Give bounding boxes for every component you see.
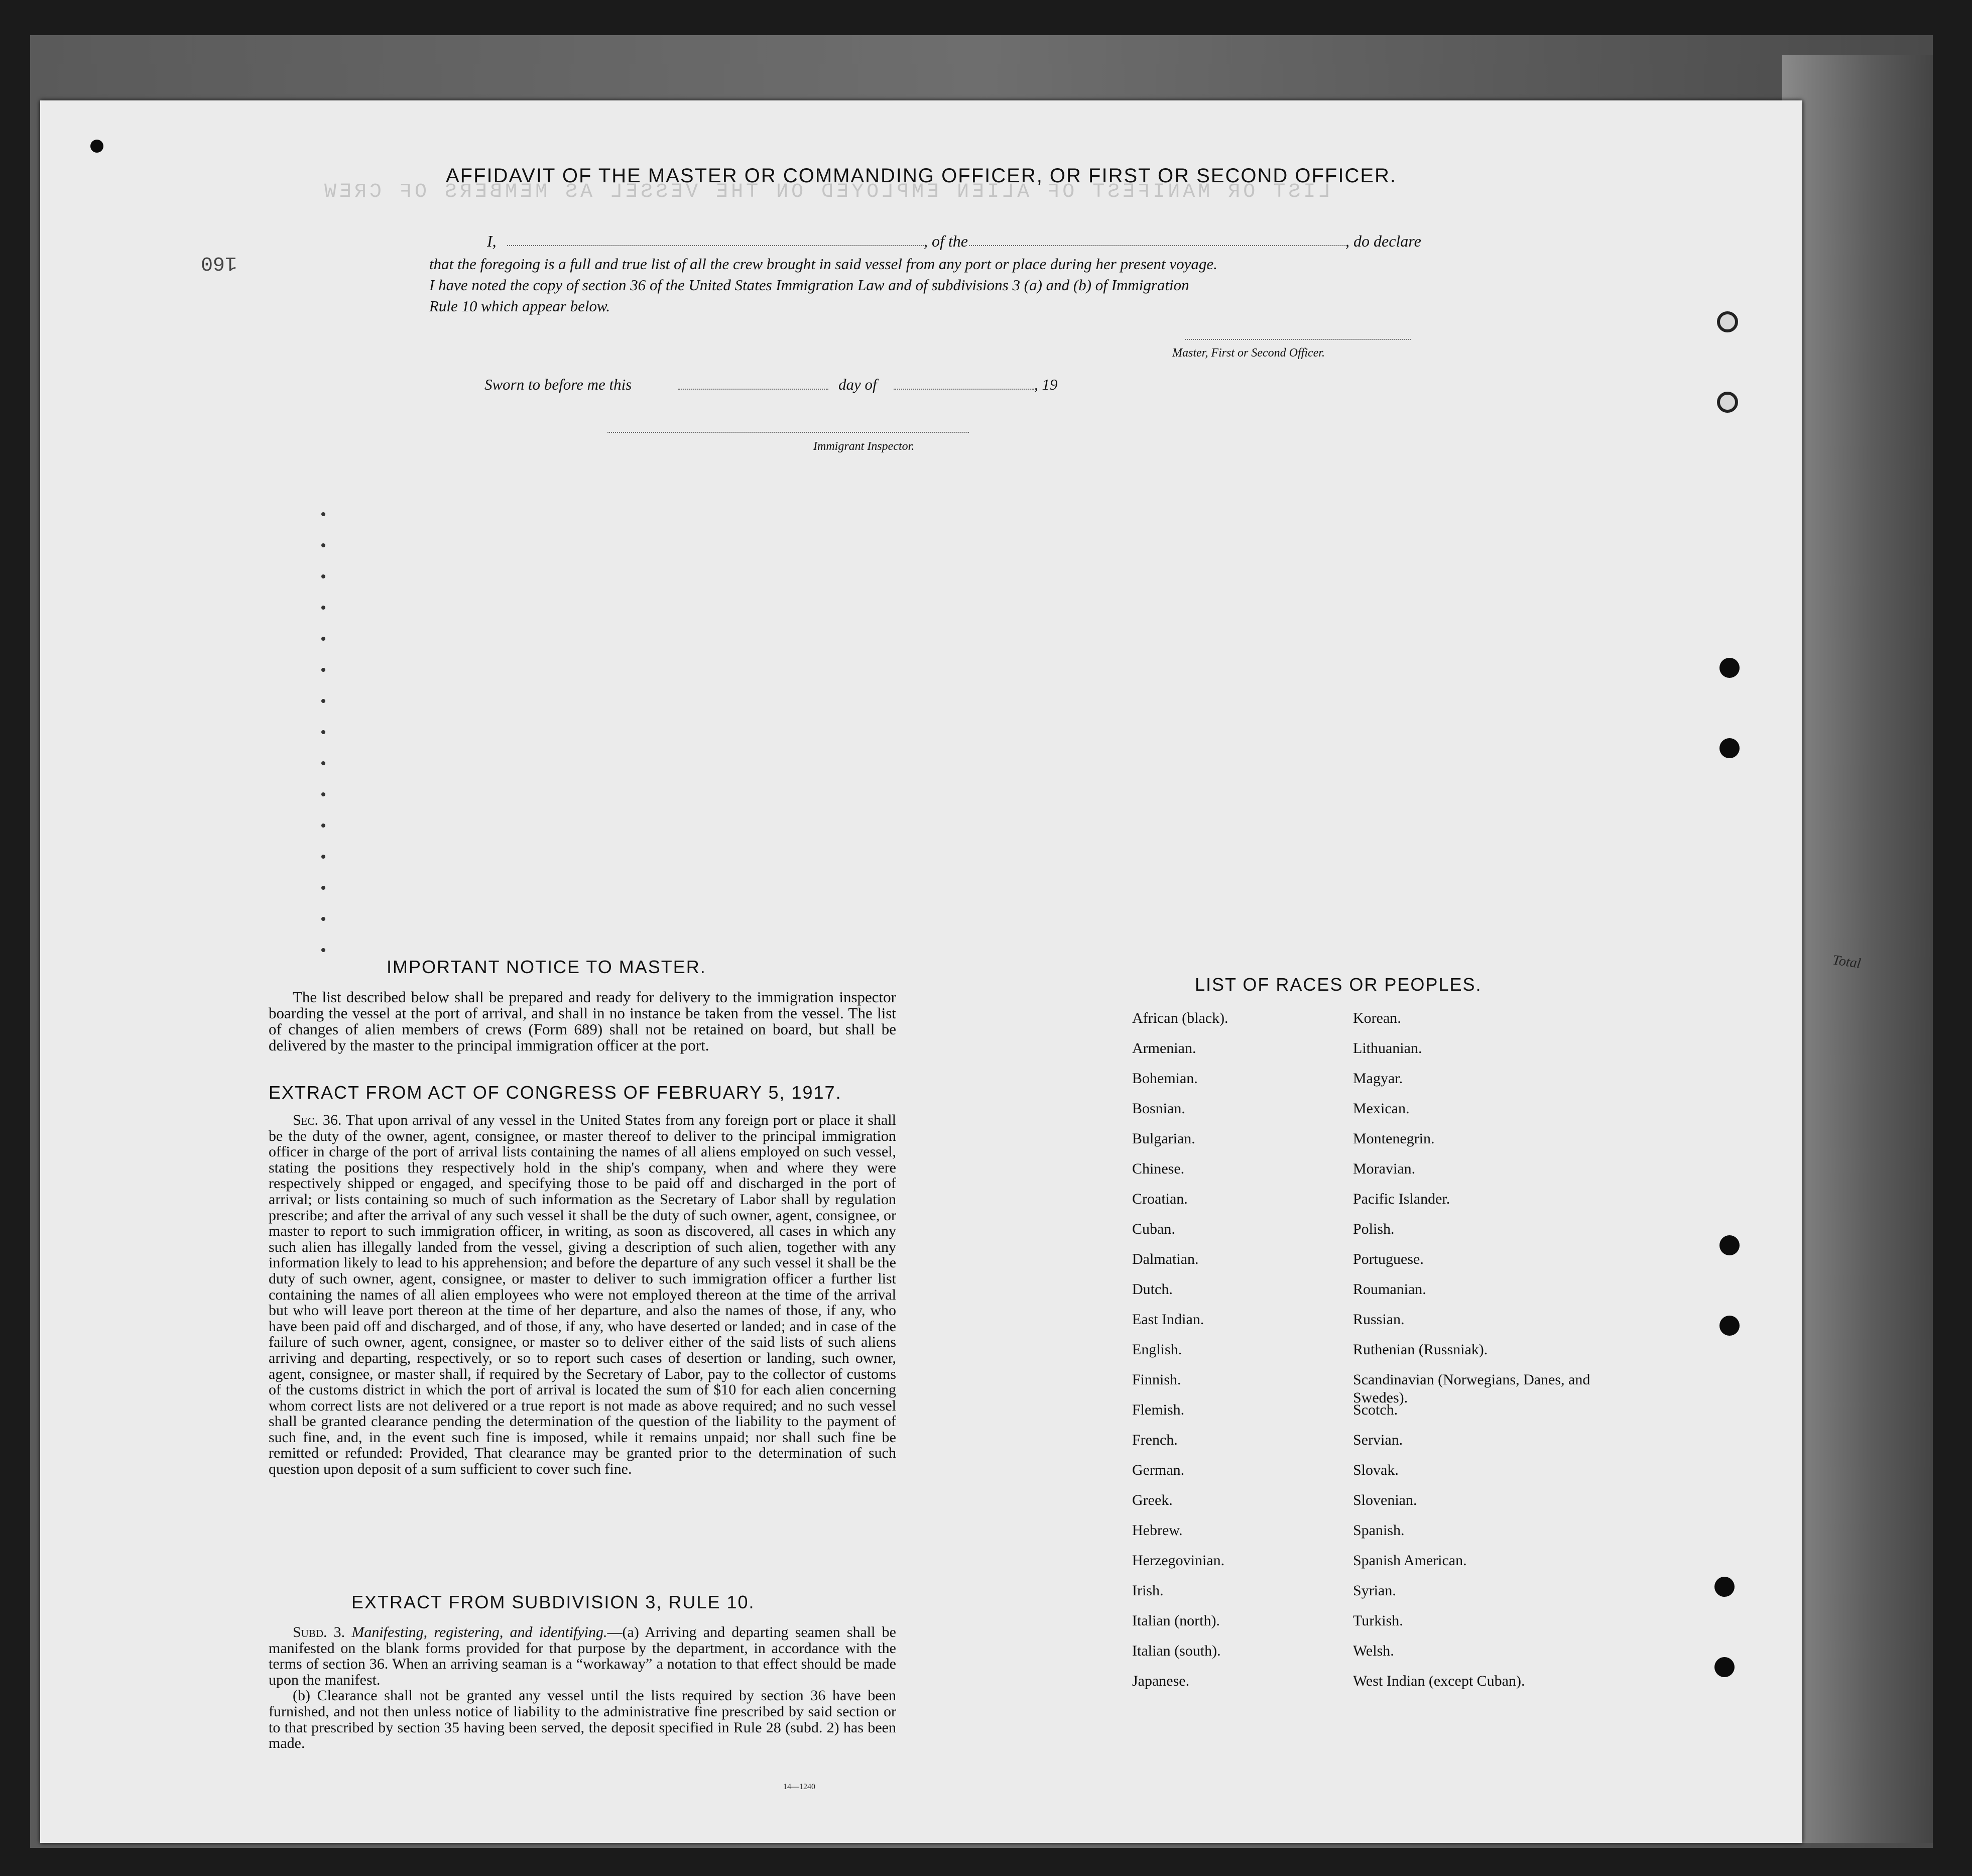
- left-race-item: French.: [1132, 1432, 1178, 1448]
- punch-hole: [1719, 1235, 1740, 1255]
- row-dot: [321, 730, 325, 734]
- right-race-item: Pacific Islander.: [1353, 1191, 1450, 1207]
- row-dot: [321, 699, 325, 703]
- right-race-item: Slovak.: [1353, 1462, 1399, 1478]
- extract-act-body: [269, 1112, 896, 1477]
- right-race-item: Polish.: [1353, 1221, 1395, 1237]
- right-race-item: Magyar.: [1353, 1070, 1403, 1087]
- sworn-month-blank[interactable]: [894, 389, 1034, 390]
- extract-act-title: EXTRACT FROM ACT OF CONGRESS OF FEBRUARY 5, 1917.: [269, 1082, 842, 1103]
- bleed-through-rows: [321, 512, 1727, 989]
- left-race-item: Bohemian.: [1132, 1070, 1198, 1087]
- row-dot: [321, 574, 325, 578]
- right-race-item: Slovenian.: [1353, 1492, 1417, 1508]
- affidavit-line-4: Rule 10 which appear below.: [429, 297, 610, 315]
- sworn-day-blank[interactable]: [678, 389, 828, 390]
- left-race-item: Armenian.: [1132, 1040, 1196, 1057]
- left-race-item: Croatian.: [1132, 1191, 1188, 1207]
- stamp-number: 160: [201, 251, 237, 274]
- right-race-item: Spanish American.: [1353, 1552, 1467, 1569]
- races-left-column: [1132, 1009, 1343, 1702]
- left-race-item: Bosnian.: [1132, 1100, 1185, 1117]
- extract-act-text: That upon arrival of any vessel in the United States from any foreign port or place it shall be the duty of the owner, agent, consignee, or master thereof to deliver to the principal immigration officer in charge of the port of arrival lists containing the names of all aliens employed on such vessel, stating the positions they respectively hold in the ship's company, when and where they were respectively shipped or engaged, and specifying those to be paid off and discharged in the port of arrival; or lists containing so much of such information as the Secretary of Labor shall by regulation prescribe; and after the arrival of any such vessel it shall be the duty of such owner, agent, consignee, or master to report to such immigration officer, in writing, as soon as discovered, all cases in which any such alien has illegally landed from the vessel, giving a description of such alien, together with any information likely to lead to his apprehension; and before the departure of any such vessel it shall be the duty of such owner, agent, consignee, or master to deliver to such immigration officer a further list containing the names of all alien employees who were not employed thereon at the time of the arrival but who will leave port thereon at the time of her departure, and also the names of those, if any, who have been paid off and discharged, and of those, if any, who have deserted or landed; and in case of the failure of such owner, agent, consignee, or master so to deliver either of the said lists of such aliens arriving and departing, respectively, or so to report such cases of desertion or landing, such owner, agent, consignee, or master shall, if required by the Secretary of Labor, pay to the collector of customs of the customs district in which the port of arrival is located the sum of $10 for each alien concerning whom correct lists are not delivered or a true report is not made as above required; and no such vessel shall be granted clearance pending the determination of the question of the liability to the payment of such fine, and, in the event such fine is imposed, while it remains unpaid; nor shall such fine be remitted or refunded: Provided, That clearance may be granted prior to the determination of such question upon deposit of a sum sufficient to cover such fine.: [269, 1112, 896, 1478]
- right-race-item: Moravian.: [1353, 1160, 1416, 1177]
- vessel-blank[interactable]: [969, 245, 1345, 246]
- left-race-item: Greek.: [1132, 1492, 1173, 1508]
- row-dot: [321, 668, 325, 672]
- row-dot: [321, 824, 325, 828]
- row-dot: [321, 792, 325, 796]
- left-race-item: Hebrew.: [1132, 1522, 1183, 1539]
- row-dot: [321, 948, 325, 952]
- left-race-item: English.: [1132, 1341, 1182, 1358]
- affidavit-do-declare: , do declare: [1345, 232, 1421, 250]
- left-race-item: Cuban.: [1132, 1221, 1175, 1237]
- left-race-item: Dutch.: [1132, 1281, 1173, 1298]
- right-race-item: Ruthenian (Russniak).: [1353, 1341, 1488, 1358]
- row-dot: [321, 917, 325, 921]
- right-race-item: Montenegrin.: [1353, 1130, 1435, 1147]
- punch-hole: [1714, 1577, 1735, 1597]
- punch-hole: [1719, 1316, 1740, 1336]
- races-right-column: [1353, 1009, 1604, 1702]
- punch-hole: [90, 140, 103, 153]
- left-race-item: Japanese.: [1132, 1673, 1190, 1689]
- right-race-item: West Indian (except Cuban).: [1353, 1673, 1525, 1689]
- left-race-item: Herzegovinian.: [1132, 1552, 1225, 1569]
- left-race-item: Italian (north).: [1132, 1612, 1220, 1629]
- subd-label: Subd. 3.: [293, 1624, 345, 1640]
- right-race-item: Turkish.: [1353, 1612, 1403, 1629]
- right-race-item: Spanish.: [1353, 1522, 1405, 1539]
- right-race-item: Scandinavian (Norwegians, Danes, and Swedes).: [1353, 1371, 1590, 1406]
- races-title: LIST OF RACES OR PEOPLES.: [1195, 974, 1482, 995]
- notice-title: IMPORTANT NOTICE TO MASTER.: [387, 957, 706, 977]
- right-race-item: Servian.: [1353, 1432, 1403, 1448]
- row-dot: [321, 606, 325, 610]
- day-of-label: day of: [838, 376, 877, 393]
- right-race-item: Portuguese.: [1353, 1251, 1424, 1267]
- right-race-item: Scotch.: [1353, 1401, 1398, 1418]
- form-code: 14—1240: [783, 1783, 815, 1791]
- row-dot: [321, 543, 325, 547]
- right-race-item: Lithuanian.: [1353, 1040, 1422, 1057]
- name-blank[interactable]: [507, 245, 924, 246]
- right-race-item: Roumanian.: [1353, 1281, 1426, 1298]
- row-dot: [321, 761, 325, 765]
- rule-text-a: —(a) Arriving and departing seamen shall be manifested on the blank forms provided for that purpose by the department, in accordance with the terms of section 36. When an arriving seaman is a “workaway” a notation to that effect should be made upon the manifest.: [269, 1624, 896, 1688]
- affidavit-line-2: that the foregoing is a full and true list of all the crew brought in said vessel from any port or place during her present voyage.: [429, 255, 1217, 273]
- right-race-item: Mexican.: [1353, 1100, 1410, 1117]
- extract-rule-body: [269, 1624, 896, 1751]
- inspector-caption: Immigrant Inspector.: [813, 440, 915, 453]
- left-race-item: German.: [1132, 1462, 1185, 1478]
- right-race-item: Welsh.: [1353, 1643, 1394, 1659]
- background-sheet-edge: [1782, 55, 1933, 1843]
- affidavit-of-the: , of the: [924, 232, 968, 250]
- master-signature-blank[interactable]: [1185, 339, 1411, 340]
- row-dot: [321, 512, 325, 516]
- margin-note: Total: [1831, 952, 1862, 972]
- year-label: , 19: [1034, 376, 1058, 393]
- bleed-through-header: LIST OR MANIFEST OF ALIEN EMPLOYED ON THE VESSEL AS MEMBERS OF CREW: [321, 181, 1331, 203]
- rule-text-b: (b) Clearance shall not be granted any vessel until the lists required by section 36 have been furnished, and not then unless notice of liability to the administrative fine prescribed by said section or to that prescribed by section 35 having been served, the deposit specified in Rule 28 (subd. 2) has been made.: [269, 1687, 896, 1752]
- punch-hole: [1714, 1657, 1735, 1677]
- left-race-item: African (black).: [1132, 1010, 1228, 1026]
- affidavit-i-label: I,: [487, 232, 497, 250]
- row-dot: [321, 855, 325, 859]
- row-dot: [321, 637, 325, 641]
- right-race-item: Russian.: [1353, 1311, 1405, 1328]
- left-race-item: Finnish.: [1132, 1371, 1181, 1388]
- affidavit-title: AFFIDAVIT OF THE MASTER OR COMMANDING OFFICER, OR FIRST OR SECOND OFFICER.: [446, 165, 1397, 187]
- sec-label: Sec. 36.: [293, 1112, 342, 1128]
- right-race-item: Syrian.: [1353, 1582, 1396, 1599]
- right-race-item: Korean.: [1353, 1010, 1401, 1026]
- punch-hole: [1717, 311, 1738, 332]
- punch-hole: [1717, 392, 1738, 413]
- master-caption: Master, First or Second Officer.: [1172, 346, 1325, 360]
- left-race-item: Italian (south).: [1132, 1643, 1221, 1659]
- left-race-item: Flemish.: [1132, 1401, 1185, 1418]
- left-race-item: Dalmatian.: [1132, 1251, 1199, 1267]
- left-race-item: Bulgarian.: [1132, 1130, 1195, 1147]
- left-race-item: Irish.: [1132, 1582, 1164, 1599]
- left-race-item: Chinese.: [1132, 1160, 1185, 1177]
- subd-heading: Manifesting, registering, and identifying.: [351, 1624, 607, 1640]
- extract-rule-title: EXTRACT FROM SUBDIVISION 3, RULE 10.: [351, 1592, 755, 1612]
- inspector-signature-blank[interactable]: [607, 432, 969, 433]
- form-page: [40, 100, 1862, 1843]
- sworn-label: Sworn to before me this: [484, 376, 632, 393]
- left-race-item: East Indian.: [1132, 1311, 1204, 1328]
- notice-body: [269, 989, 896, 1053]
- notice-text: The list described below shall be prepared and ready for delivery to the immigration inspector boarding the vessel at the port of arrival, and shall in no instance be taken from the vessel. The list of changes of alien members of crews (Form 689) shall not be retained on board, but shall be delivered by the master to the principal immigration officer at the port.: [269, 988, 896, 1054]
- affidavit-line-3: I have noted the copy of section 36 of the United States Immigration Law and of subdivisions 3 (a) and (b) of Immigration: [429, 276, 1189, 294]
- row-dot: [321, 886, 325, 890]
